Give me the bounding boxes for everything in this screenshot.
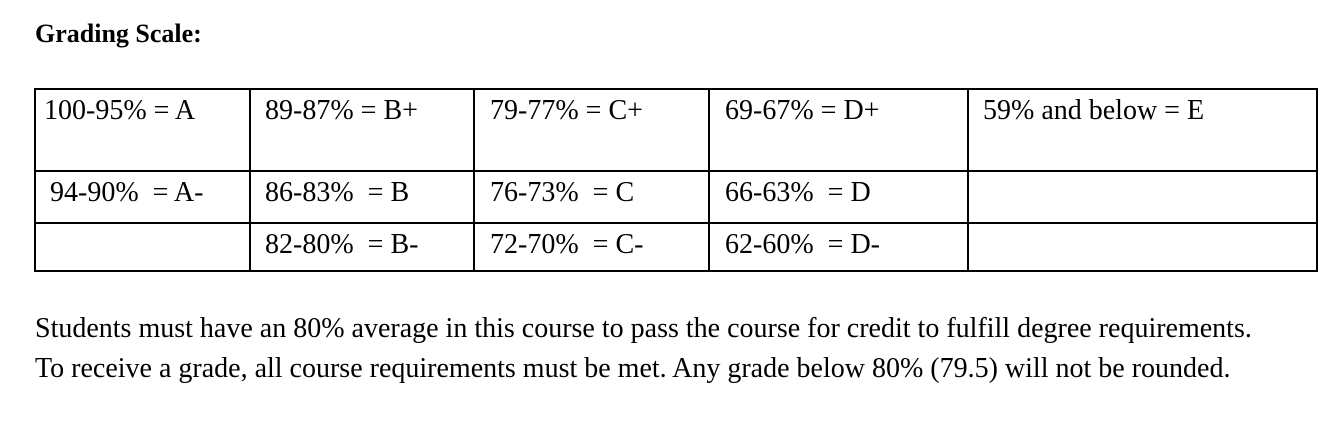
grade-cell: 79-77% = C+ xyxy=(474,89,709,171)
grade-cell: 89-87% = B+ xyxy=(250,89,474,171)
grade-cell: 62-60% = D- xyxy=(709,223,968,271)
grade-cell: 94-90% = A- xyxy=(35,171,250,223)
empty-cell xyxy=(35,223,250,271)
grade-cell: 100-95% = A xyxy=(35,89,250,171)
grade-cell: 86-83% = B xyxy=(250,171,474,223)
empty-cell xyxy=(968,171,1317,223)
grading-policy-note: Students must have an 80% average in this course to pass the course for credit to fulfill degree requirements. To receive a grade, all course requirements must be met. Any grade below 80% (79.5) will not be rounded. xyxy=(35,313,1252,384)
grade-cell: 69-67% = D+ xyxy=(709,89,968,171)
table-row xyxy=(35,223,1317,271)
grade-cell: 76-73% = C xyxy=(474,171,709,223)
grading-scale-table xyxy=(34,88,1318,272)
page-title: Grading Scale: xyxy=(35,19,202,48)
empty-cell xyxy=(968,223,1317,271)
grade-cell: 72-70% = C- xyxy=(474,223,709,271)
grade-cell: 66-63% = D xyxy=(709,171,968,223)
table-row xyxy=(35,89,1317,171)
grade-cell: 59% and below = E xyxy=(968,89,1317,171)
table-row xyxy=(35,171,1317,223)
grade-cell: 82-80% = B- xyxy=(250,223,474,271)
